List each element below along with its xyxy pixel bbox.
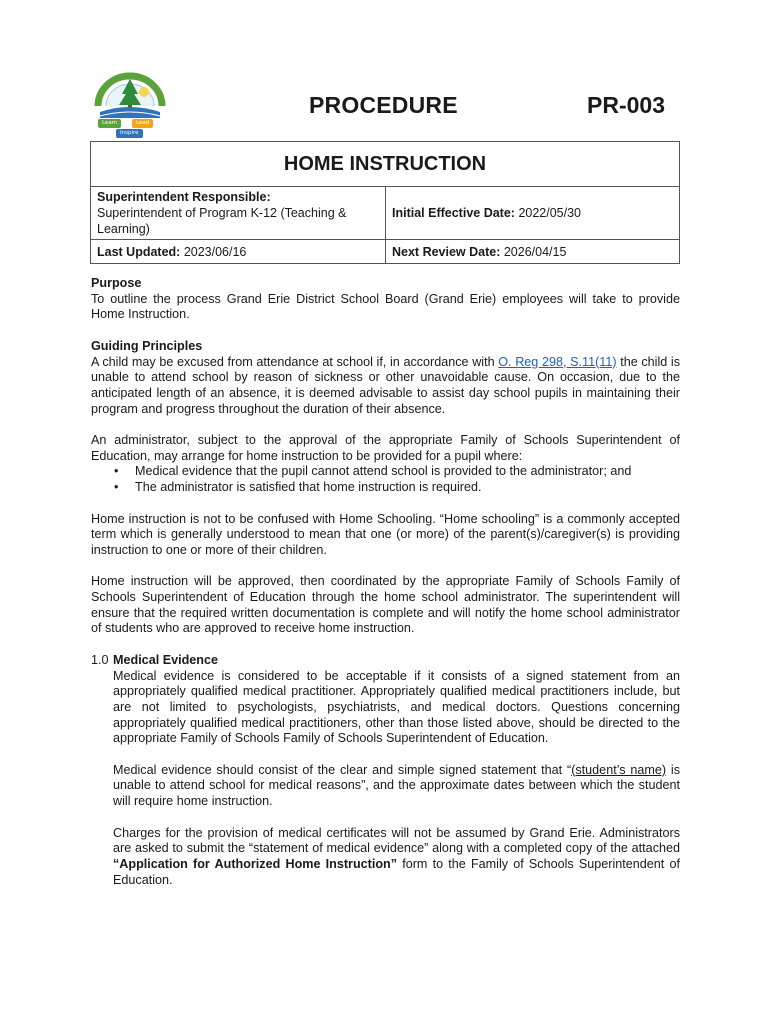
- list-item: • The administrator is satisfied that home instruction is required.: [114, 480, 482, 495]
- updated-label: Last Updated:: [97, 244, 181, 259]
- procedure-title: HOME INSTRUCTION: [91, 142, 680, 187]
- section-paragraph-1: Medical evidence is considered to be acceptable if it consists of a signed statement from an appropriately qualified medical practitioner. Appropriately qualified medical practitioners include, but are not limited to psychologists, psychiatrists, and medical doctors. Questions concerning appropriately qualified medical practitioners, other than those listed above, should be directed to the appropriate Family of Schools Family of Schools Superintendent of Education.: [113, 668, 680, 746]
- guiding-paragraph-2: An administrator, subject to the approval of the appropriate Family of Schools Superintendent of Education, may arrange for home instruction to be provided for a pupil where:: [91, 433, 680, 463]
- document-body: [91, 276, 680, 888]
- section-paragraph-2: Medical evidence should consist of the clear and simple signed statement that “(student’s name) is unable to attend school for medical reasons”, and the approximate dates between which the student will require home instruction.: [113, 762, 680, 809]
- section-paragraph-3: Charges for the provision of medical certificates will not be assumed by Grand Erie. Administrators are asked to submit the “statement of medical evidence” along with a completed copy of the attached “Application for Authorized Home Instruction” form to the Family of Schools Superintendent of Education.: [113, 825, 680, 887]
- section-number: 1.0: [91, 652, 109, 667]
- list-item: • Medical evidence that the pupil cannot attend school is provided to the administrator; and: [114, 464, 632, 479]
- bullet-icon: •: [114, 480, 119, 495]
- review-label: Next Review Date:: [392, 244, 501, 259]
- logo-emblem-icon: [92, 72, 168, 122]
- updated-value: 2023/06/16: [183, 244, 247, 259]
- guiding-paragraph-3: Home instruction is not to be confused with Home Schooling. “Home schooling” is a commonly accepted term which is generally understood to mean that one (or more) of the parent(s)/caregiver(s) is providing instruction to one or more of their children.: [91, 511, 680, 557]
- purpose-text: To outline the process Grand Erie District School Board (Grand Erie) employees will take to provide Home Instruction.: [91, 291, 680, 322]
- guiding-paragraph-1: A child may be excused from attendance at school if, in accordance with O. Reg 298, S.11(11) the child is unable to attend school by reason of sickness or other unavoidable cause. On occasion, due to the anticipated length of an absence, it is deemed advisable to assist day school pupils in maintaining their program and progress throughout the duration of their absence.: [91, 354, 681, 416]
- next-review-cell: [386, 240, 680, 264]
- logo-tag-learn: Learn: [98, 119, 121, 128]
- section-heading: Medical Evidence: [113, 652, 218, 667]
- document-type: PROCEDURE: [309, 92, 458, 118]
- application-form-name: “Application for Authorized Home Instruction”: [113, 856, 398, 871]
- responsible-value: Superintendent of Program K-12 (Teaching & Learning): [97, 206, 347, 236]
- regulation-link[interactable]: O. Reg 298, S.11(11): [498, 354, 617, 369]
- board-logo: [92, 72, 168, 138]
- student-name-placeholder: (student’s name): [571, 762, 667, 777]
- last-updated-cell: [91, 240, 386, 264]
- document-code: PR-003: [587, 92, 665, 118]
- criteria-list: [91, 464, 680, 495]
- bullet-icon: •: [114, 464, 119, 479]
- responsible-cell: [91, 187, 386, 240]
- effective-value: 2022/05/30: [518, 206, 581, 220]
- effective-label: Initial Effective Date:: [392, 206, 515, 220]
- section-medical-evidence: [91, 653, 680, 889]
- responsible-label: Superintendent Responsible:: [97, 190, 271, 204]
- guiding-heading: Guiding Principles: [91, 338, 203, 353]
- logo-tag-inspire: Inspire: [116, 129, 143, 138]
- logo-tag-lead: Lead: [132, 119, 153, 128]
- effective-date-cell: [386, 187, 680, 240]
- review-value: 2026/04/15: [503, 244, 567, 259]
- guiding-paragraph-4: Home instruction will be approved, then coordinated by the appropriate Family of Schools Family of Schools Superintendent of Education through the home school administrator. The superintendent will ensure that the required written documentation is complete and will notify the home school administrator of students who are approved to receive home instruction.: [91, 574, 680, 636]
- procedure-info-table: [90, 141, 680, 264]
- purpose-heading: Purpose: [91, 276, 142, 290]
